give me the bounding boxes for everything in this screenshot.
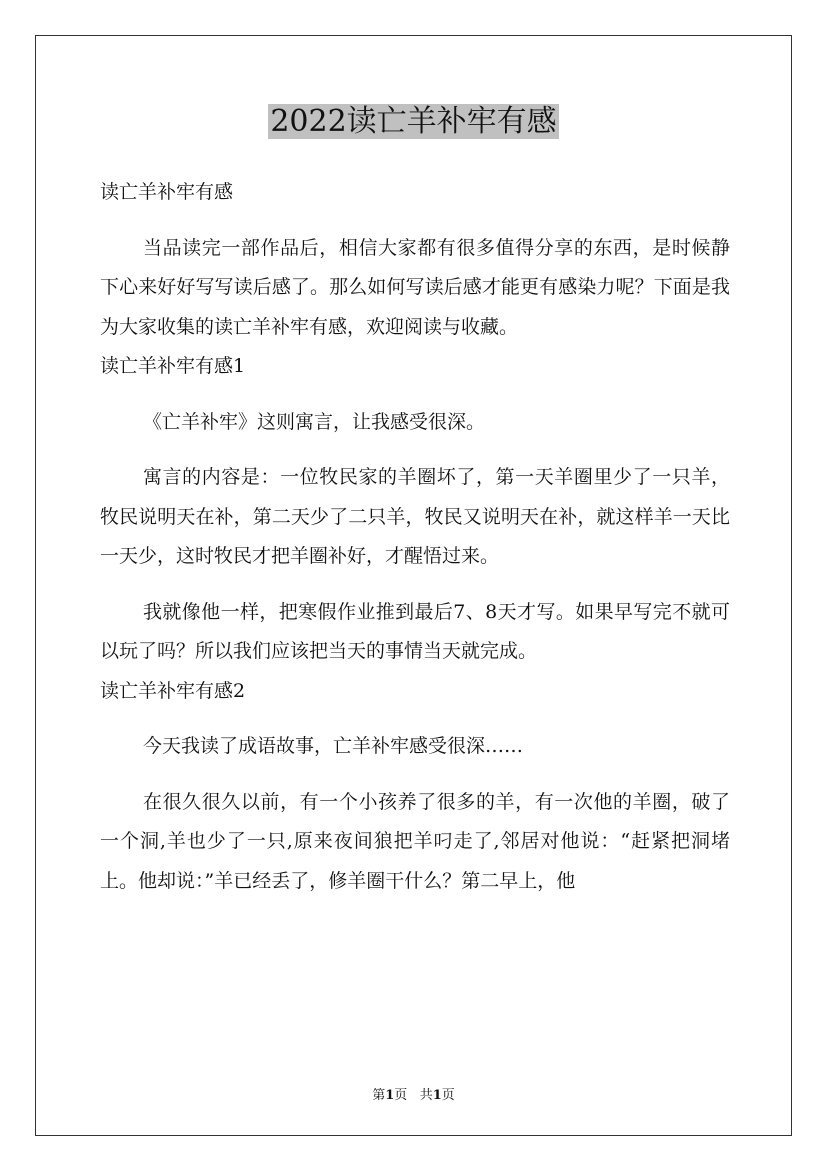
section2-heading: 读亡羊补牢有感2 [100,679,246,702]
section1-paragraph-1: 《亡羊补牢》这则寓言，让我感受很深。 [143,410,486,433]
section2-paragraph-2: 在很久很久以前，有一个小孩养了很多的羊，有一次他的羊圈，破了一个洞,羊也少了一只,原来夜间狼把羊叼走了,邻居对他说：“赶紧把洞堵上。他却说：”羊已经丢了，修羊圈干什么？第二早上，他 [100,790,730,892]
page-footer [0,1084,827,1103]
document-title [0,100,827,144]
section2-paragraph-1: 今天我读了成语故事，亡羊补牢感受很深…… [143,735,524,757]
document-body [100,173,730,901]
total-pages: 1 [432,1088,442,1103]
total-prefix: 共 [419,1088,433,1103]
document-title-text: 2022读亡羊补牢有感 [270,104,557,139]
section1-paragraph-2: 寓言的内容是：一位牧民家的羊圈坏了，第一天羊圈里少了一只羊，牧民说明天在补，第二天少了二只羊，牧民又说明天在补，就这样羊一天比一天少，这时牧民才把羊圈补好，才醒悟过来。 [100,466,730,567]
page-suffix: 页 [394,1088,408,1103]
page-number: 1 [385,1088,395,1103]
intro-paragraph: 当品读完一部作品后，相信大家都有很多值得分享的东西，是时候静下心来好好写写读后感了。那么如何写读后感才能更有感染力呢？下面是我为大家收集的读亡羊补牢有感，欢迎阅读与收藏。 [100,236,730,338]
total-suffix: 页 [441,1088,455,1103]
section1-paragraph-3: 我就像他一样，把寒假作业推到最后7、8天才写。如果早写完不就可以玩了吗？所以我们应该把当天的事情当天就完成。 [100,600,730,662]
page-prefix: 第 [372,1088,386,1103]
main-heading: 读亡羊补牢有感 [100,181,234,203]
section1-heading: 读亡羊补牢有感1 [100,355,246,377]
